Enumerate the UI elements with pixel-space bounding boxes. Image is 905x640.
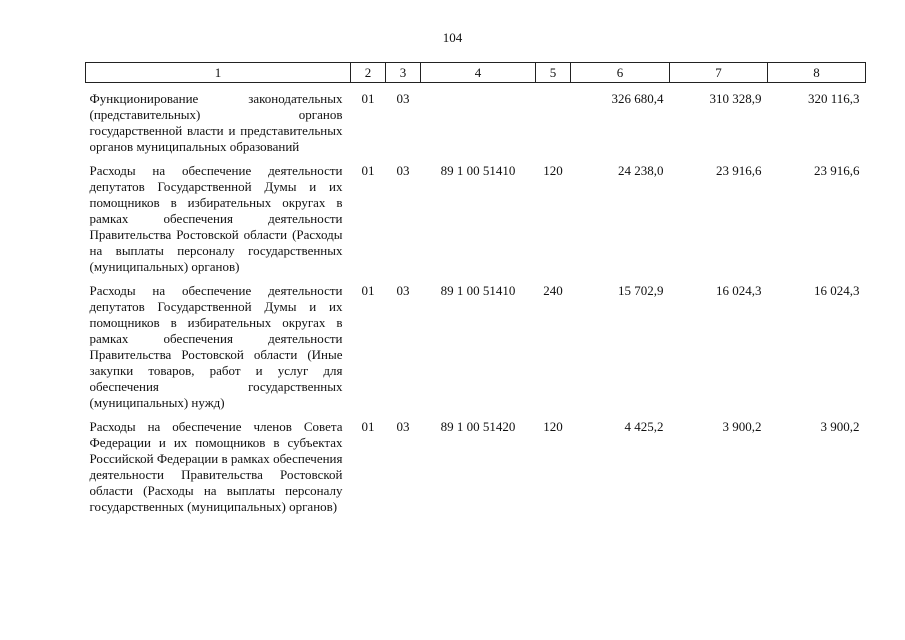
row-subsection: 03 [396, 163, 410, 178]
row-amount-3: 3 900,2 [820, 419, 860, 434]
row-description: Расходы на обеспечение членов Совета Федерации и их помощников в субъектах Российской Федерации в рамках обеспечения деятельности Правительства Ростовской области (Расходы на выплаты персоналу государственных (муниципальных) органов) [89, 419, 343, 514]
table-header-row [86, 63, 866, 83]
table-row [86, 411, 866, 515]
row-amount-3: 23 916,6 [814, 163, 860, 178]
row-section: 01 [361, 163, 375, 178]
column-header: 3 [386, 63, 421, 83]
row-expense-type: 120 [543, 419, 563, 434]
row-amount-2: 23 916,6 [716, 163, 762, 178]
table-row [86, 155, 866, 275]
row-target-article: 89 1 00 51420 [440, 419, 516, 434]
column-header: 2 [351, 63, 386, 83]
row-amount-1: 15 702,9 [618, 283, 664, 298]
row-target-article: 89 1 00 51410 [440, 283, 516, 298]
table-row [86, 275, 866, 411]
row-description: Расходы на обеспечение деятельности депутатов Государственной Думы и их помощников в избирательных округах в рамках обеспечения деятельности Правительства Ростовской области (Иные закупки товаров, работ и услуг для обеспечения государственных (муниципальных) нужд) [89, 283, 343, 410]
row-target-article [421, 83, 536, 156]
row-amount-2: 310 328,9 [709, 91, 762, 106]
row-description: Функционирование законодательных (представительных) органов государственной власти и представительных органов муниципальных образований [89, 91, 343, 154]
row-subsection: 03 [396, 91, 410, 106]
row-target-article: 89 1 00 51410 [440, 163, 516, 178]
row-section: 01 [361, 91, 375, 106]
row-expense-type [536, 83, 571, 156]
row-subsection: 03 [396, 283, 410, 298]
column-header: 8 [768, 63, 866, 83]
row-description: Расходы на обеспечение деятельности депутатов Государственной Думы и их помощников в избирательных округах в рамках обеспечения деятельности Правительства Ростовской области (Расходы на выплаты персоналу государственных (муниципальных) органов) [89, 163, 343, 274]
column-header: 6 [571, 63, 670, 83]
row-amount-1: 326 680,4 [611, 91, 664, 106]
column-header: 7 [670, 63, 768, 83]
page-number: 104 [442, 30, 463, 45]
row-amount-2: 3 900,2 [722, 419, 762, 434]
row-expense-type: 120 [543, 163, 563, 178]
column-header: 1 [86, 63, 351, 83]
row-section: 01 [361, 283, 375, 298]
row-expense-type: 240 [543, 283, 563, 298]
row-section: 01 [361, 419, 375, 434]
row-amount-2: 16 024,3 [716, 283, 762, 298]
row-amount-3: 16 024,3 [814, 283, 860, 298]
row-amount-1: 4 425,2 [624, 419, 664, 434]
column-header: 4 [421, 63, 536, 83]
row-amount-1: 24 238,0 [618, 163, 664, 178]
row-amount-3: 320 116,3 [807, 91, 860, 106]
column-header: 5 [536, 63, 571, 83]
budget-table [85, 62, 866, 515]
row-subsection: 03 [396, 419, 410, 434]
table-row [86, 83, 866, 156]
